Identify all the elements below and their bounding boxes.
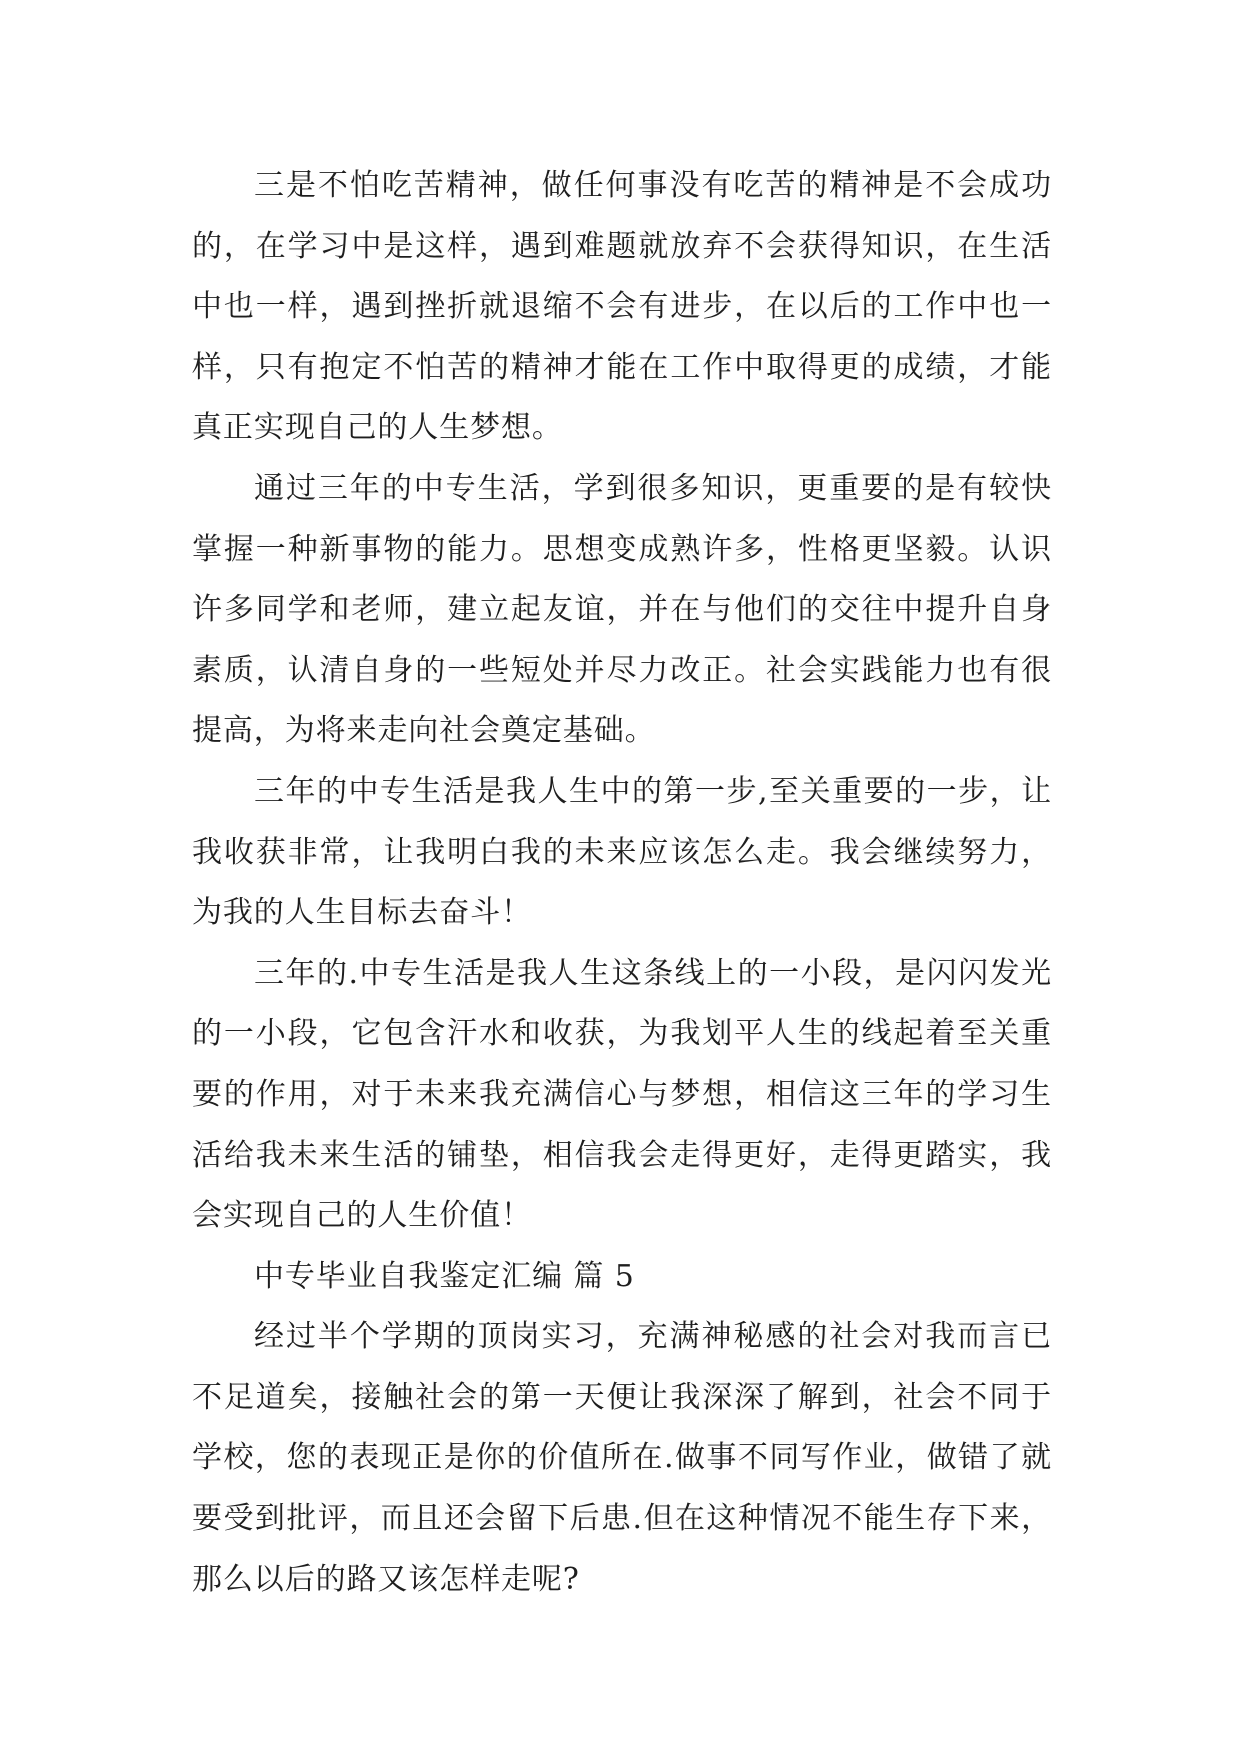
paragraph-shining-segment: 三年的.中专生活是我人生这条线上的一小段，是闪闪发光的一小段，它包含汗水和收获，为我划平人生的线起着至关重要的作用，对于未来我充满信心与梦想，相信这三年的学习生活给我未来生活的铺垫，相信我会走得更好，走得更踏实，我会实现自己的人生价值！ bbox=[192, 955, 1052, 1234]
section-heading: 中专毕业自我鉴定汇编 篇 5 bbox=[254, 1258, 635, 1294]
paragraph-first-step: 三年的中专生活是我人生中的第一步,至关重要的一步，让我收获非常，让我明白我的未来应该怎么走。我会继续努力，为我的人生目标去奋斗！ bbox=[192, 773, 1052, 931]
document-body bbox=[192, 156, 1052, 1610]
paragraph-internship: 经过半个学期的顶岗实习，充满神秘感的社会对我而言已不足道矣，接触社会的第一天便让我深深了解到，社会不同于学校，您的表现正是你的价值所在.做事不同写作业，做错了就要受到批评，而且还会留下后患.但在这种情况不能生存下来，那么以后的路又该怎样走呢? bbox=[192, 1319, 1052, 1597]
paragraph-three-years-gains: 通过三年的中专生活，学到很多知识，更重要的是有较快掌握一种新事物的能力。思想变成熟许多，性格更坚毅。认识许多同学和老师，建立起友谊，并在与他们的交往中提升自身素质，认清自身的一些短处并尽力改正。社会实践能力也有很提高，为将来走向社会奠定基础。 bbox=[192, 470, 1052, 749]
paragraph-hardship-spirit: 三是不怕吃苦精神，做任何事没有吃苦的精神是不会成功的，在学习中是这样，遇到难题就放弃不会获得知识，在生活中也一样，遇到挫折就退缩不会有进步，在以后的工作中也一样，只有抱定不怕苦的精神才能在工作中取得更的成绩，才能真正实现自己的人生梦想。 bbox=[192, 168, 1052, 446]
